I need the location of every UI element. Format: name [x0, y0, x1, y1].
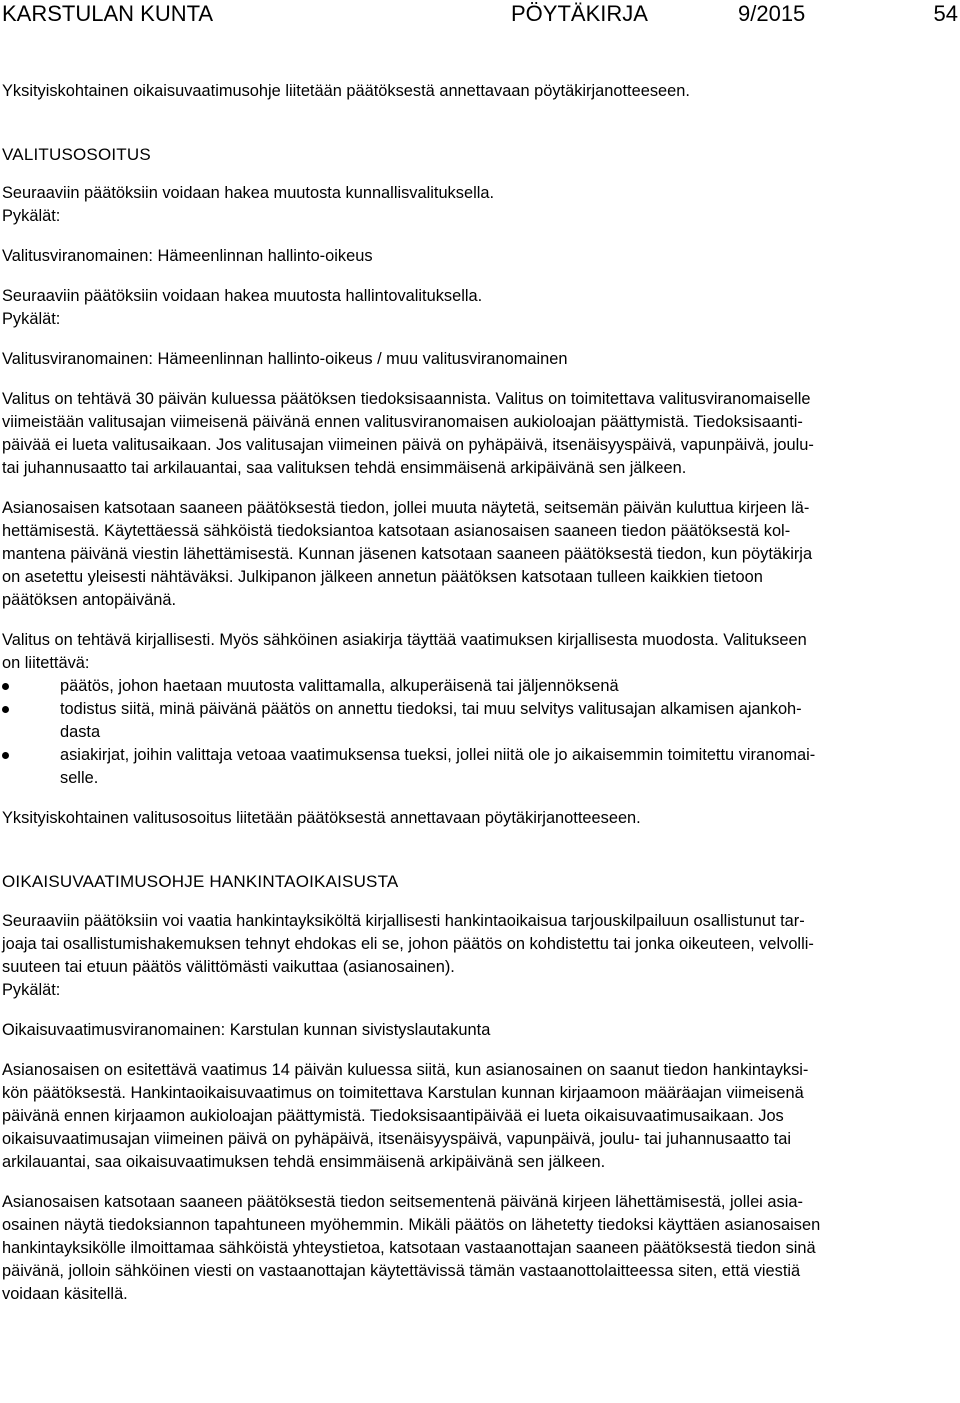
- written-appeal-paragraph: [2, 629, 952, 675]
- text-line: osainen näytä tiedoksiannon tapahtuneen myöhemmin. Mikäli päätös on lähetetty tiedoksi käyttäen asianosaisen: [2, 1216, 821, 1234]
- procurement-authority: Oikaisuvaatimusviranomainen: Karstulan kunnan sivistyslautakunta: [2, 1021, 491, 1039]
- text-line: asiakirjat, joihin valittaja vetoaa vaatimuksensa tueksi, jollei niitä ole jo aikaisemmin toimitettu viranomai-: [60, 746, 816, 764]
- page-header: [0, 0, 960, 30]
- text-line: oikaisuvaatimusajan viimeinen päivä on pyhäpäivä, itsenäisyyspäivä, vapunpäivä, joulu- tai juhannusaatto tai: [2, 1130, 792, 1148]
- text-line: päivää ei lueta valitusaikaan. Jos valitusajan viimeinen päivä on pyhäpäivä, itsenäisyyspäivä, vapunpäivä, joulu-: [2, 436, 814, 454]
- bullet-icon: [2, 683, 9, 690]
- text-line: Asianosaisen on esitettävä vaatimus 14 päivän kuluessa siitä, kun asianosainen on saanut tiedon hankintayksi-: [2, 1061, 809, 1079]
- text-line: hankintayksikölle ilmoittamaa sähköistä yhteystietoa, katsotaan vastaanottajan saaneen päätöksestä tiedon sinä: [2, 1239, 816, 1257]
- text-line: päivänä, jolloin sähköinen viesti on vastaanottajan käytettävissä tämän vastaanottolaitteessa siten, että viestiä: [2, 1262, 801, 1280]
- text-line: päivänä ennen kirjaamon aukioloajan päättymistä. Tiedoksisaantipäivää ei lueta oikaisuvaatimusaikaan. Jos: [2, 1107, 784, 1125]
- text-line: dasta: [60, 723, 101, 741]
- appeal-authority: Valitusviranomainen: Hämeenlinnan hallinto-oikeus: [2, 247, 373, 265]
- text-line: on asetettu yleisesti nähtäväksi. Julkipanon jälkeen annetun päätöksen katsotaan tulleen kaikkien tietoon: [2, 568, 763, 586]
- text-line: Valitus on tehtävä kirjallisesti. Myös sähköinen asiakirja täyttää vaatimuksen kirjallisesta muodosta. Valitukseen: [2, 631, 807, 649]
- administrative-appeal-text: Seuraaviin päätöksiin voidaan hakea muutosta hallintovalituksella.: [2, 287, 483, 305]
- appeal-section-title: VALITUSOSOITUS: [2, 145, 151, 164]
- procurement-deadline-paragraph: [2, 1059, 952, 1174]
- procurement-intro-paragraph: [2, 910, 952, 979]
- municipal-appeal-text: Seuraaviin päätöksiin voidaan hakea muutosta kunnallisvalituksella.: [2, 184, 495, 202]
- notification-paragraph: [2, 497, 952, 612]
- text-line: mantena päivänä viestin lähettämisestä. Kunnan jäsenen katsotaan saaneen päätöksestä tiedon, kun pöytäkirja: [2, 545, 813, 563]
- text-line: selle.: [60, 769, 99, 787]
- document-number: 9/2015: [738, 1, 806, 26]
- bullet-icon: [2, 706, 9, 713]
- document-type: PÖYTÄKIRJA: [511, 1, 648, 26]
- intro-paragraph: Yksityiskohtainen oikaisuvaatimusohje liitetään päätöksestä annettavaan pöytäkirjanotteeseen.: [2, 82, 690, 100]
- appeal-deadline-paragraph: [2, 388, 952, 480]
- pykalat-label: Pykälät:: [2, 310, 61, 328]
- text-line: on liitettävä:: [2, 654, 90, 672]
- text-line: Valitus on tehtävä 30 päivän kuluessa päätöksen tiedoksisaannista. Valitus on toimitettava valitusviranomaiselle: [2, 390, 811, 408]
- appeal-authority: Valitusviranomainen: Hämeenlinnan hallinto-oikeus / muu valitusviranomainen: [2, 350, 568, 368]
- text-line: Asianosaisen katsotaan saaneen päätöksestä tiedon seitsementenä päivänä kirjeen lähettämisestä, jollei asia-: [2, 1193, 803, 1211]
- text-line: voidaan käsitellä.: [2, 1285, 128, 1303]
- text-line: joaja tai osallistumishakemuksen tehnyt ehdokas eli se, johon päätös on kohdistettu tai jonka oikeuteen, velvolli-: [2, 935, 814, 953]
- organization-name: KARSTULAN KUNTA: [2, 1, 214, 26]
- text-line: hettämisestä. Käytettäessä sähköistä tiedoksiantoa katsotaan asianosaisen saaneen tiedon päätöksestä kol-: [2, 522, 791, 540]
- document-body: [2, 80, 952, 1306]
- appeal-closing-text: Yksityiskohtainen valitusosoitus liitetään päätöksestä annettavaan pöytäkirjanotteeseen.: [2, 809, 641, 827]
- text-line: päätöksen antopäivänä.: [2, 591, 177, 609]
- text-line: Asianosaisen katsotaan saaneen päätöksestä tiedon, jollei muuta näytetä, seitsemän päivän kuluttua kirjeen lä-: [2, 499, 810, 517]
- bullet-icon: [2, 752, 9, 759]
- text-line: arkilauantai, saa oikaisuvaatimuksen tehdä ensimmäisenä arkipäivänä sen jälkeen.: [2, 1153, 606, 1171]
- list-item: [2, 744, 952, 790]
- text-line: kön päätöksestä. Hankintaoikaisuvaatimus on toimitettava Karstulan kunnan kirjaamoon määräajan viimeisenä: [2, 1084, 804, 1102]
- text-line: viimeistään valitusajan viimeisenä päivänä ennen valitusviranomaisen aukioloajan päättymistä. Tiedoksisaanti-: [2, 413, 803, 431]
- text-line: Seuraaviin päätöksiin voi vaatia hankintayksiköltä kirjallisesti hankintaoikaisua tarjouskilpailuun osallistunut tar-: [2, 912, 805, 930]
- pykalat-label: Pykälät:: [2, 981, 61, 999]
- procurement-notification-paragraph: [2, 1191, 952, 1306]
- text-line: päätös, johon haetaan muutosta valittamalla, alkuperäisenä tai jäljennöksenä: [60, 677, 619, 695]
- procurement-section-title: OIKAISUVAATIMUSOHJE HANKINTAOIKAISUSTA: [2, 872, 399, 891]
- page-number: 54: [933, 1, 958, 26]
- list-item: [2, 698, 952, 744]
- text-line: suuteen tai etuun päätös välittömästi vaikuttaa (asianosainen).: [2, 958, 455, 976]
- pykalat-label: Pykälät:: [2, 207, 61, 225]
- text-line: tai juhannusaatto tai arkilauantai, saa valituksen tehdä ensimmäisenä arkipäivänä sen jälkeen.: [2, 459, 687, 477]
- list-item: [2, 675, 952, 698]
- attachment-list: [2, 675, 952, 790]
- text-line: todistus siitä, minä päivänä päätös on annettu tiedoksi, tai muu selvitys valitusajan alkamisen ajankoh-: [60, 700, 802, 718]
